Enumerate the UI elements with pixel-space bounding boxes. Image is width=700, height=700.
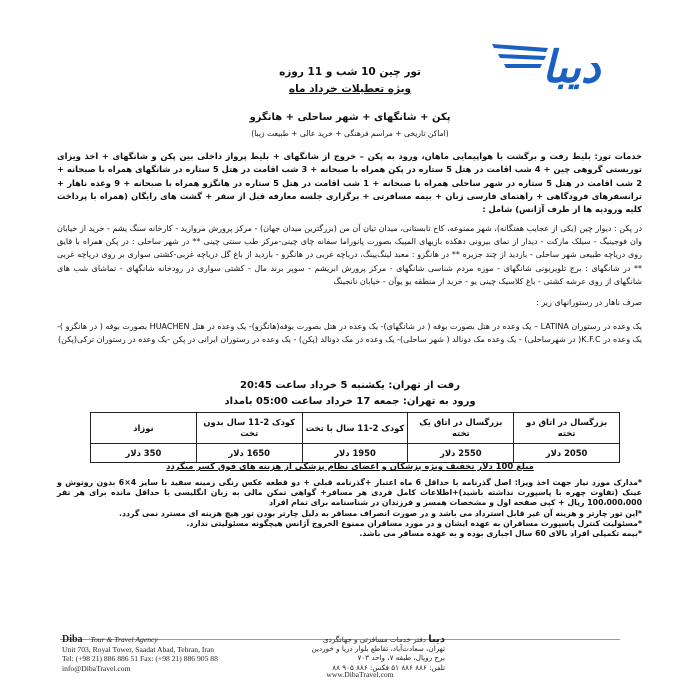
footer-fa-sub: دفتر خدمات مسافرتی و جهانگردی (323, 635, 426, 644)
price-header-cell: نوزاد (91, 413, 197, 444)
footer-email: info@DibaTravel.com (62, 663, 131, 673)
footer-brand: Diba (62, 634, 83, 645)
footer-address: Unit 703, Royal Tower, Saadat Abad, Tehran, Iran (62, 644, 215, 654)
footer-fa-address-1: تهران، سعادت‌آباد، تقاطع بلوار دریا و خوردین (311, 644, 445, 654)
note-item: *مسئولیت کنترل پاسپورت مسافران به عهده ایشان و در مورد مسافران ممنوع الخروج آژانس هیچگونه مسئولیتی ندارد. (186, 518, 642, 528)
meals-paragraph: یک وعده در رستوران LATINA – یک وعده در هتل بصورت بوفه ( در شانگهای)- یک وعده در هتل بصورت بوفه(هانگزو)- یک وعده در هتل HUACHEN بصورت بوفه ( در هانگزو )-یک وعده در K.F.C( در شهرساحلی) - یک وعده مک دونالد ( شهر ساحلی)- یک وعده در مک دونالد (پکن) - یک وعده در رستوران ایرانی در پکن -یک وعده در رستوران ترکی(پکن) (57, 322, 642, 345)
discount-note: مبلغ 100 دلار تخفیف ویژه پزشکان و اعضای نظام پزشکی از هزینه های فوق کسر میگردد (166, 461, 534, 471)
note-item: *این تور چارتر و هزینه آن غیر قابل استرداد می باشد و در صورت انصراف مسافر به دلیل چارتر بودن تور هیچ هزینه ای مسترد نمی گردد. (119, 508, 642, 518)
note-item: *مدارک مورد نیاز جهت اخذ ویزا: اصل گذرنامه با حداقل 6 ماه اعتبار +گذرنامه قبلی + دو قطعه عکس رنگی زمینه سفید با سایز 4×6 بدون روتوش و عینک (تفاوت چهره با پاسپورت نداشته باشید)+اطلاعات کامل فردی هر مسافر+ گواهی تمکن مالی به زبان انگلیسی با حداقل مانده برای هر نفر 100،000،000 ریال + کپی صفحه اول و مشخصات همسر و فرزندان در شناسنامه برای تمام افراد (57, 478, 642, 508)
footer-fa-address-2: برج رویال، طبقه ۷، واحد ۷۰۳ (357, 653, 445, 663)
tour-services-paragraph: خدمات تور: بلیط رفت و برگشت با هواپیمایی ماهان، ورود به پکن – خروج از شانگهای + بلیط پرواز داخلی بین پکن و شانگهای + اخذ ویزای توریستی گروهی چین + 4 شب اقامت در هتل 5 ستاره در پکن همراه با صبحانه + 3 شب اقامت در هتل 5 ستاره در شانگهای همراه با صبحانه + 2 شب اقامت در هتل 5 ستاره در شهر ساحلی همراه با صبحانه + 1 شب اقامت در هتل 5 ستاره در هانگزو همراه با صبحانه + 9 وعده ناهار + ترانسفرهای فرودگاهی + راهنمای فارسی زبان + بیمه مسافرتی + برگزاری جلسه معارفه قبل از سفر + گشت های رایگان (همراه با پرداخت کلیه ورودیه ها از طرف آژانس) شامل : (57, 151, 643, 215)
tour-subtitle: ویژه تعطیلات خرداد ماه (288, 83, 412, 95)
return-info: ورود به تهران: جمعه 17 خرداد ساعت 05:00 بامداد (224, 396, 476, 407)
price-value-cell: 1950 دلار (302, 444, 408, 463)
price-header-cell: بزرگسال در اتاق دو تخته (514, 413, 620, 444)
price-table-header-row (91, 413, 620, 444)
footer-persian (311, 635, 445, 672)
price-table-values-row (91, 444, 620, 463)
note-item: *بیمه تکمیلی افراد بالای 60 سال اجباری بوده و به عهده مسافر می باشد. (359, 529, 642, 539)
footer-phone: Tel: (+98 21) 886 886 51 Fax: (+98 21) 886 905 88 (62, 654, 218, 664)
meals-heading: صرف ناهار در رستورانهای زیر : (536, 298, 642, 307)
price-table (90, 412, 620, 463)
footer-brand-sub: Tour & Travel Agency (90, 635, 158, 644)
price-value-cell: 350 دلار (91, 444, 197, 463)
departure-info: رفت از تهران: یکشنبه 5 خرداد ساعت 20:45 (240, 380, 460, 391)
price-header-cell: کودک 2-11 سال بدون تخت (196, 413, 302, 444)
price-value-cell: 1650 دلار (196, 444, 302, 463)
price-value-cell: 2550 دلار (408, 444, 514, 463)
page-title (150, 66, 550, 95)
itinerary-paragraph: در پکن : دیوار چین (یکی از عجایب هفتگانه)، شهر ممنوعه، کاخ تابستانی، میدان تیان آن من (بزرگترین میدان جهان) - مرکز پرورش مروارید - کارخانه سنگ یشم - خرید از خیابان وان فوجینیگ - سیلک مارکت - دیدار از نمای بیرونی دهکده بازیهای المپیک بصورت پانوراما سفانه چای چینی-مرکز طب سنتی چینی ** در شهر ساحلی : در پکن همراه با قایق روی دریاچه طبیعی شهر ساحلی - بازدید از چند جزیره ** در هانگزو : معبد لینگ‌یینگ، دریاچه غربی در هانگزو - بازدید از باغ گل دریاچه غربی-کشتی سواری بر روی دریاچه غربی ** در شانگهای : برج تلویزیونی شانگهای - موزه مردم شناسی شانگهای - مرکز پرورش ابریشم - سوپر برند مال - کشتی سواری در رودخانه شانگهای - تماشای شب های شانگهای از روی عرشه کشتی - باغ کلاسیک چینی یو - خرید از منطقه یو یوآن - خیابان نانجینگ (57, 224, 642, 286)
notes-block (57, 478, 642, 539)
logo-wordmark: دیبا (542, 42, 601, 93)
price-header-cell: کودک 2-11 سال با تخت (302, 413, 408, 444)
route-cities: پکن + شانگهای + شهر ساحلی + هانگزو (249, 112, 451, 123)
price-header-cell: بزرگسال در اتاق یک تخته (408, 413, 514, 444)
tour-title: تور چین 10 شب و 11 روزه (279, 66, 421, 78)
route-highlights: (اماکن تاریخی + مراسم فرهنگی + خرید عالی + طبیعت زیبا) (251, 129, 449, 138)
footer-fa-brand: دیبا (428, 634, 445, 645)
footer-english (62, 635, 218, 673)
footer-website: www.DibaTravel.com (326, 670, 394, 679)
price-value-cell: 2050 دلار (514, 444, 620, 463)
footer-fa-phone: تلفن: ۸۸۶ ۸۸۶ ۵۱ فکس: ۸۸۶ ۹۰۵ ۸۸ (332, 662, 445, 672)
